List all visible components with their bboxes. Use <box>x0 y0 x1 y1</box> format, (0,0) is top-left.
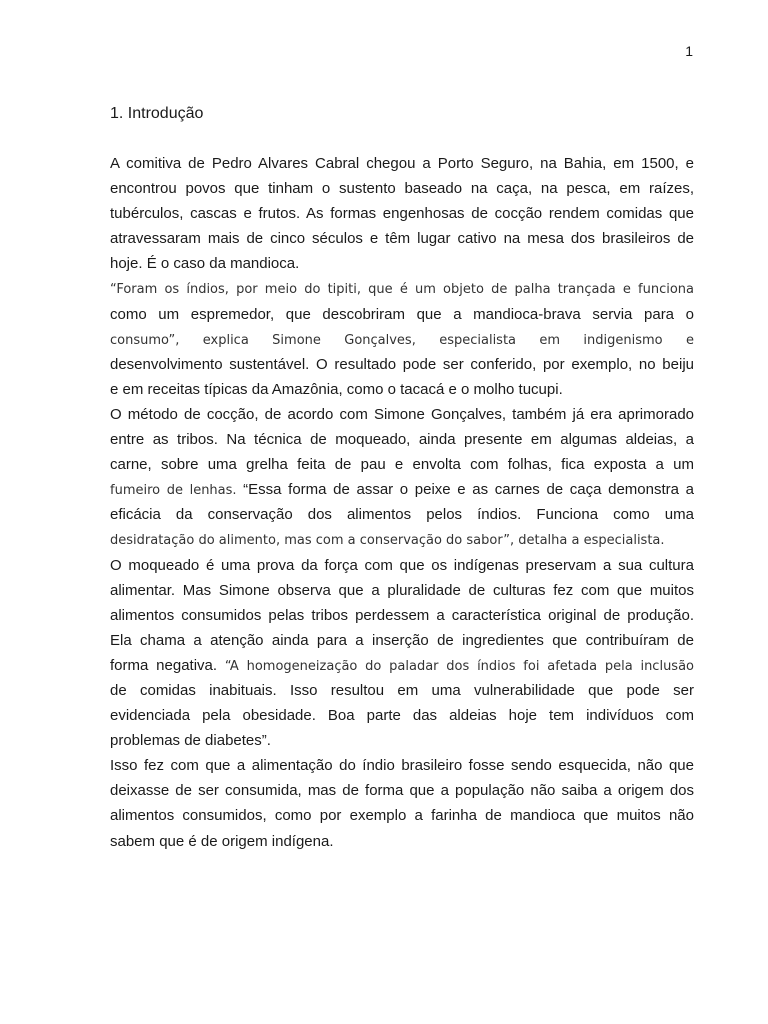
text-segment: encontrou povos que tinham o sustento baseado na caça, na pesca, em raízes, <box>110 180 694 198</box>
text-line <box>110 628 694 653</box>
text-segment: sabem que é de origem indígena. <box>110 832 334 850</box>
text-line <box>110 327 694 352</box>
text-segment: alimentos consumidos pelas tribos perdessem a característica original de produção. <box>110 606 694 624</box>
text-segment: desenvolvimento sustentável. O resultado pode ser conferido, por exemplo, no beiju <box>110 355 694 373</box>
text-segment: forma negativa. <box>110 656 225 674</box>
text-line <box>110 477 694 502</box>
text-line <box>110 603 694 628</box>
text-segment: Isso fez com que a alimentação do índio brasileiro fosse sendo esquecida, não que <box>110 757 694 775</box>
text-line <box>110 377 694 402</box>
text-segment: eficácia da conservação dos alimentos pelos índios. Funciona como uma <box>110 506 694 524</box>
text-segment: alimentar. Mas Simone observa que a pluralidade de culturas fez com que muitos <box>110 581 694 599</box>
text-segment: “Essa forma de assar o peixe e as carnes de caça demonstra a <box>243 481 694 499</box>
text-segment: hoje. É o caso da mandioca. <box>110 255 300 273</box>
text-line <box>110 803 694 828</box>
text-segment: e em receitas típicas da Amazônia, como o tacacá e o molho tucupi. <box>110 380 563 398</box>
text-segment: Ela chama a atenção ainda para a inserção de ingredientes que contribuíram de <box>110 631 694 649</box>
quote-segment: “A homogeneização do paladar dos índios foi afetada pela inclusão <box>224 658 694 674</box>
text-line <box>110 176 694 201</box>
text-segment: carne, sobre uma grelha feita de pau e envolta com folhas, fica exposta a um <box>110 456 694 474</box>
text-line <box>110 678 694 703</box>
quote-segment: fumeiro de lenhas. <box>110 483 244 499</box>
text-segment: deixasse de ser consumida, mas de forma que a população não saiba a origem dos <box>110 782 694 800</box>
text-line <box>110 553 694 578</box>
quote-segment: desidratação do alimento, mas com a conservação do sabor”, detalha a especialista. <box>110 533 665 549</box>
text-line <box>110 502 694 527</box>
text-line <box>110 728 694 753</box>
text-line <box>110 226 694 251</box>
text-segment: O moqueado é uma prova da força com que os indígenas preservam a sua cultura <box>110 556 694 574</box>
body-text <box>110 151 694 854</box>
text-segment: entre as tribos. Na técnica de moqueado, ainda presente em algumas aldeias, a <box>110 431 694 449</box>
text-line <box>110 352 694 377</box>
text-line <box>110 653 694 678</box>
text-segment: alimentos consumidos, como por exemplo a farinha de mandioca que muitos não <box>110 807 694 825</box>
text-line <box>110 703 694 728</box>
text-line <box>110 427 694 452</box>
text-line <box>110 778 694 803</box>
text-segment: O método de cocção, de acordo com Simone Gonçalves, também já era aprimorado <box>110 405 694 423</box>
text-line <box>110 151 694 176</box>
text-line <box>110 302 694 327</box>
text-line <box>110 251 694 276</box>
text-line <box>110 402 694 427</box>
text-line <box>110 452 694 477</box>
page-number: 1 <box>685 43 693 59</box>
text-line <box>110 753 694 778</box>
text-line <box>110 201 694 226</box>
text-segment: atravessaram mais de cinco séculos e têm lugar cativo na mesa dos brasileiros de <box>110 230 694 248</box>
text-segment: como um espremedor, que descobriram que a mandioca-brava servia para o <box>110 305 694 323</box>
text-segment: de comidas inabituais. Isso resultou em uma vulnerabilidade que pode ser <box>110 681 694 699</box>
quote-segment: consumo”, explica Simone Gonçalves, especialista em indigenismo e <box>110 332 694 348</box>
text-segment: A comitiva de Pedro Alvares Cabral chegou a Porto Seguro, na Bahia, em 1500, e <box>110 155 694 172</box>
text-line <box>110 276 694 301</box>
text-line <box>110 527 694 552</box>
text-line <box>110 829 694 854</box>
text-segment: problemas de diabetes”. <box>110 732 271 750</box>
quote-segment: “Foram os índios, por meio do tipiti, que é um objeto de palha trançada e funciona <box>110 282 694 298</box>
text-line <box>110 578 694 603</box>
text-segment: evidenciada pela obesidade. Boa parte das aldeias hoje tem indivíduos com <box>110 707 694 725</box>
section-heading: 1. Introdução <box>110 105 204 122</box>
text-segment: tubérculos, cascas e frutos. As formas engenhosas de cocção rendem comidas que <box>110 205 694 223</box>
